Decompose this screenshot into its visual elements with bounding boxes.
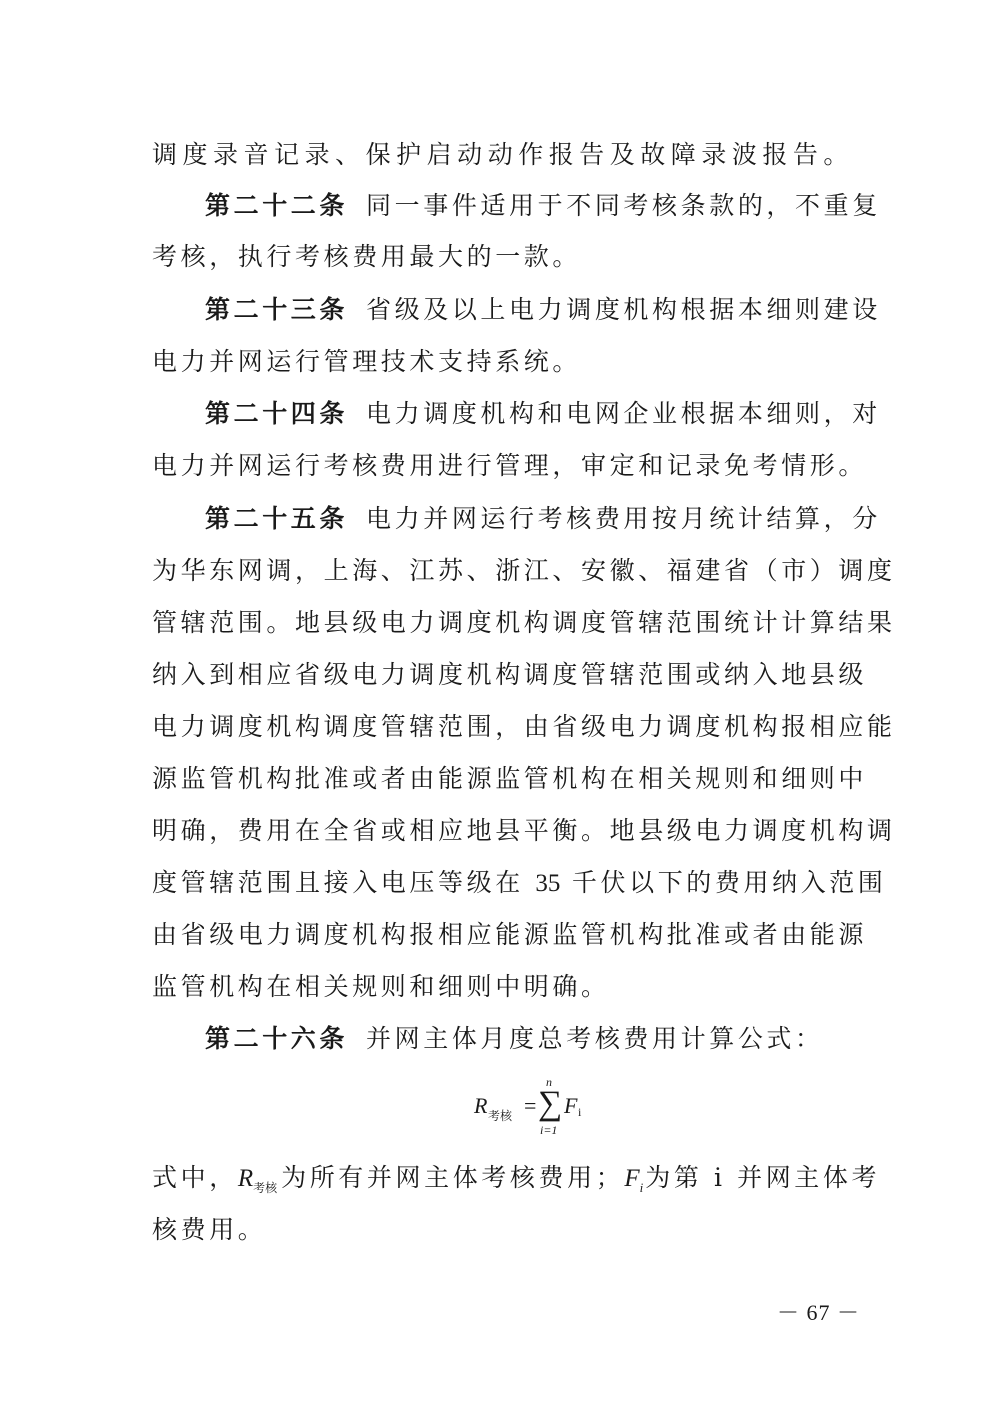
paragraph-line: 管辖范围。地县级电力调度机构调度管辖范围统计计算结果 (152, 608, 896, 637)
article-text: 电力并网运行考核费用按月统计结算，分 (366, 504, 881, 533)
article-25-line (205, 502, 881, 536)
article-text: 并网主体月度总考核费用计算公式： (366, 1024, 824, 1053)
paragraph-line: 明确，费用在全省或相应地县平衡。地县级电力调度机构调 (152, 816, 896, 845)
page-number: － 67 － (776, 1300, 860, 1325)
explanation-var-r: R (237, 1165, 254, 1192)
paragraph-line: 为华东网调，上海、江苏、浙江、安徽、福建省（市）调度 (152, 556, 896, 585)
article-text: 同一事件适用于不同考核条款的，不重复 (366, 191, 881, 220)
paragraph-line: 由省级电力调度机构报相应能源监管机构批准或者由能源 (152, 920, 868, 949)
formula-equals: = (524, 1093, 537, 1118)
line-text: 度管辖范围且接入电压等级在 (152, 868, 524, 897)
article-heading: 第二十二条 (205, 191, 349, 220)
summation-symbol: ∑ (538, 1085, 563, 1122)
paragraph-line: 源监管机构批准或者由能源监管机构在相关规则和细则中 (152, 764, 868, 793)
explanation-text: 为所有并网主体考核费用； (281, 1163, 625, 1192)
explanation-prefix: 式中， (152, 1163, 238, 1192)
explanation-var-f: F (624, 1165, 640, 1192)
paragraph-line: 核费用。 (152, 1215, 267, 1244)
paragraph-line: 电力调度机构调度管辖范围，由省级电力调度机构报相应能 (152, 712, 896, 741)
formula-lhs-subscript: 考核 (488, 1109, 513, 1123)
paragraph-line: 电力并网运行考核费用进行管理，审定和记录免考情形。 (152, 451, 868, 480)
formula-term: F (564, 1093, 578, 1118)
formula-upper-limit: n (546, 1075, 552, 1089)
article-heading: 第二十四条 (205, 399, 349, 428)
paragraph-line: 电力并网运行管理技术支持系统。 (152, 347, 582, 376)
article-heading: 第二十六条 (205, 1024, 349, 1053)
paragraph-line: 考核，执行考核费用最大的一款。 (152, 242, 582, 271)
formula-lower-limit: i=1 (540, 1123, 558, 1137)
formula-term-subscript: i (578, 1105, 582, 1119)
explanation-var-r-subscript: 考核 (253, 1181, 278, 1195)
explanation-var-f-subscript: i (639, 1180, 644, 1195)
paragraph-line (152, 866, 887, 900)
article-23-line (205, 293, 881, 327)
paragraph-line: 调度录音记录、保护启动动作报告及故障录波报告。 (152, 140, 852, 169)
paragraph-line: 纳入到相应省级电力调度机构调度管辖范围或纳入地县级 (152, 660, 868, 689)
cost-formula (470, 1075, 630, 1143)
explanation-text: 为第 i 并网主体考 (645, 1163, 881, 1192)
formula-explanation-line (152, 1161, 881, 1195)
voltage-value: 35 (535, 870, 561, 897)
article-heading: 第二十三条 (205, 295, 349, 324)
line-text: 千伏以下的费用纳入范围 (571, 868, 887, 897)
article-heading: 第二十五条 (205, 504, 349, 533)
article-26-line (205, 1022, 852, 1056)
article-22-line (205, 189, 881, 223)
formula-lhs: R (474, 1093, 488, 1118)
article-24-line (205, 397, 881, 431)
article-text: 电力调度机构和电网企业根据本细则，对 (366, 399, 881, 428)
paragraph-line: 监管机构在相关规则和细则中明确。 (152, 972, 610, 1001)
article-text: 省级及以上电力调度机构根据本细则建设 (366, 295, 881, 324)
